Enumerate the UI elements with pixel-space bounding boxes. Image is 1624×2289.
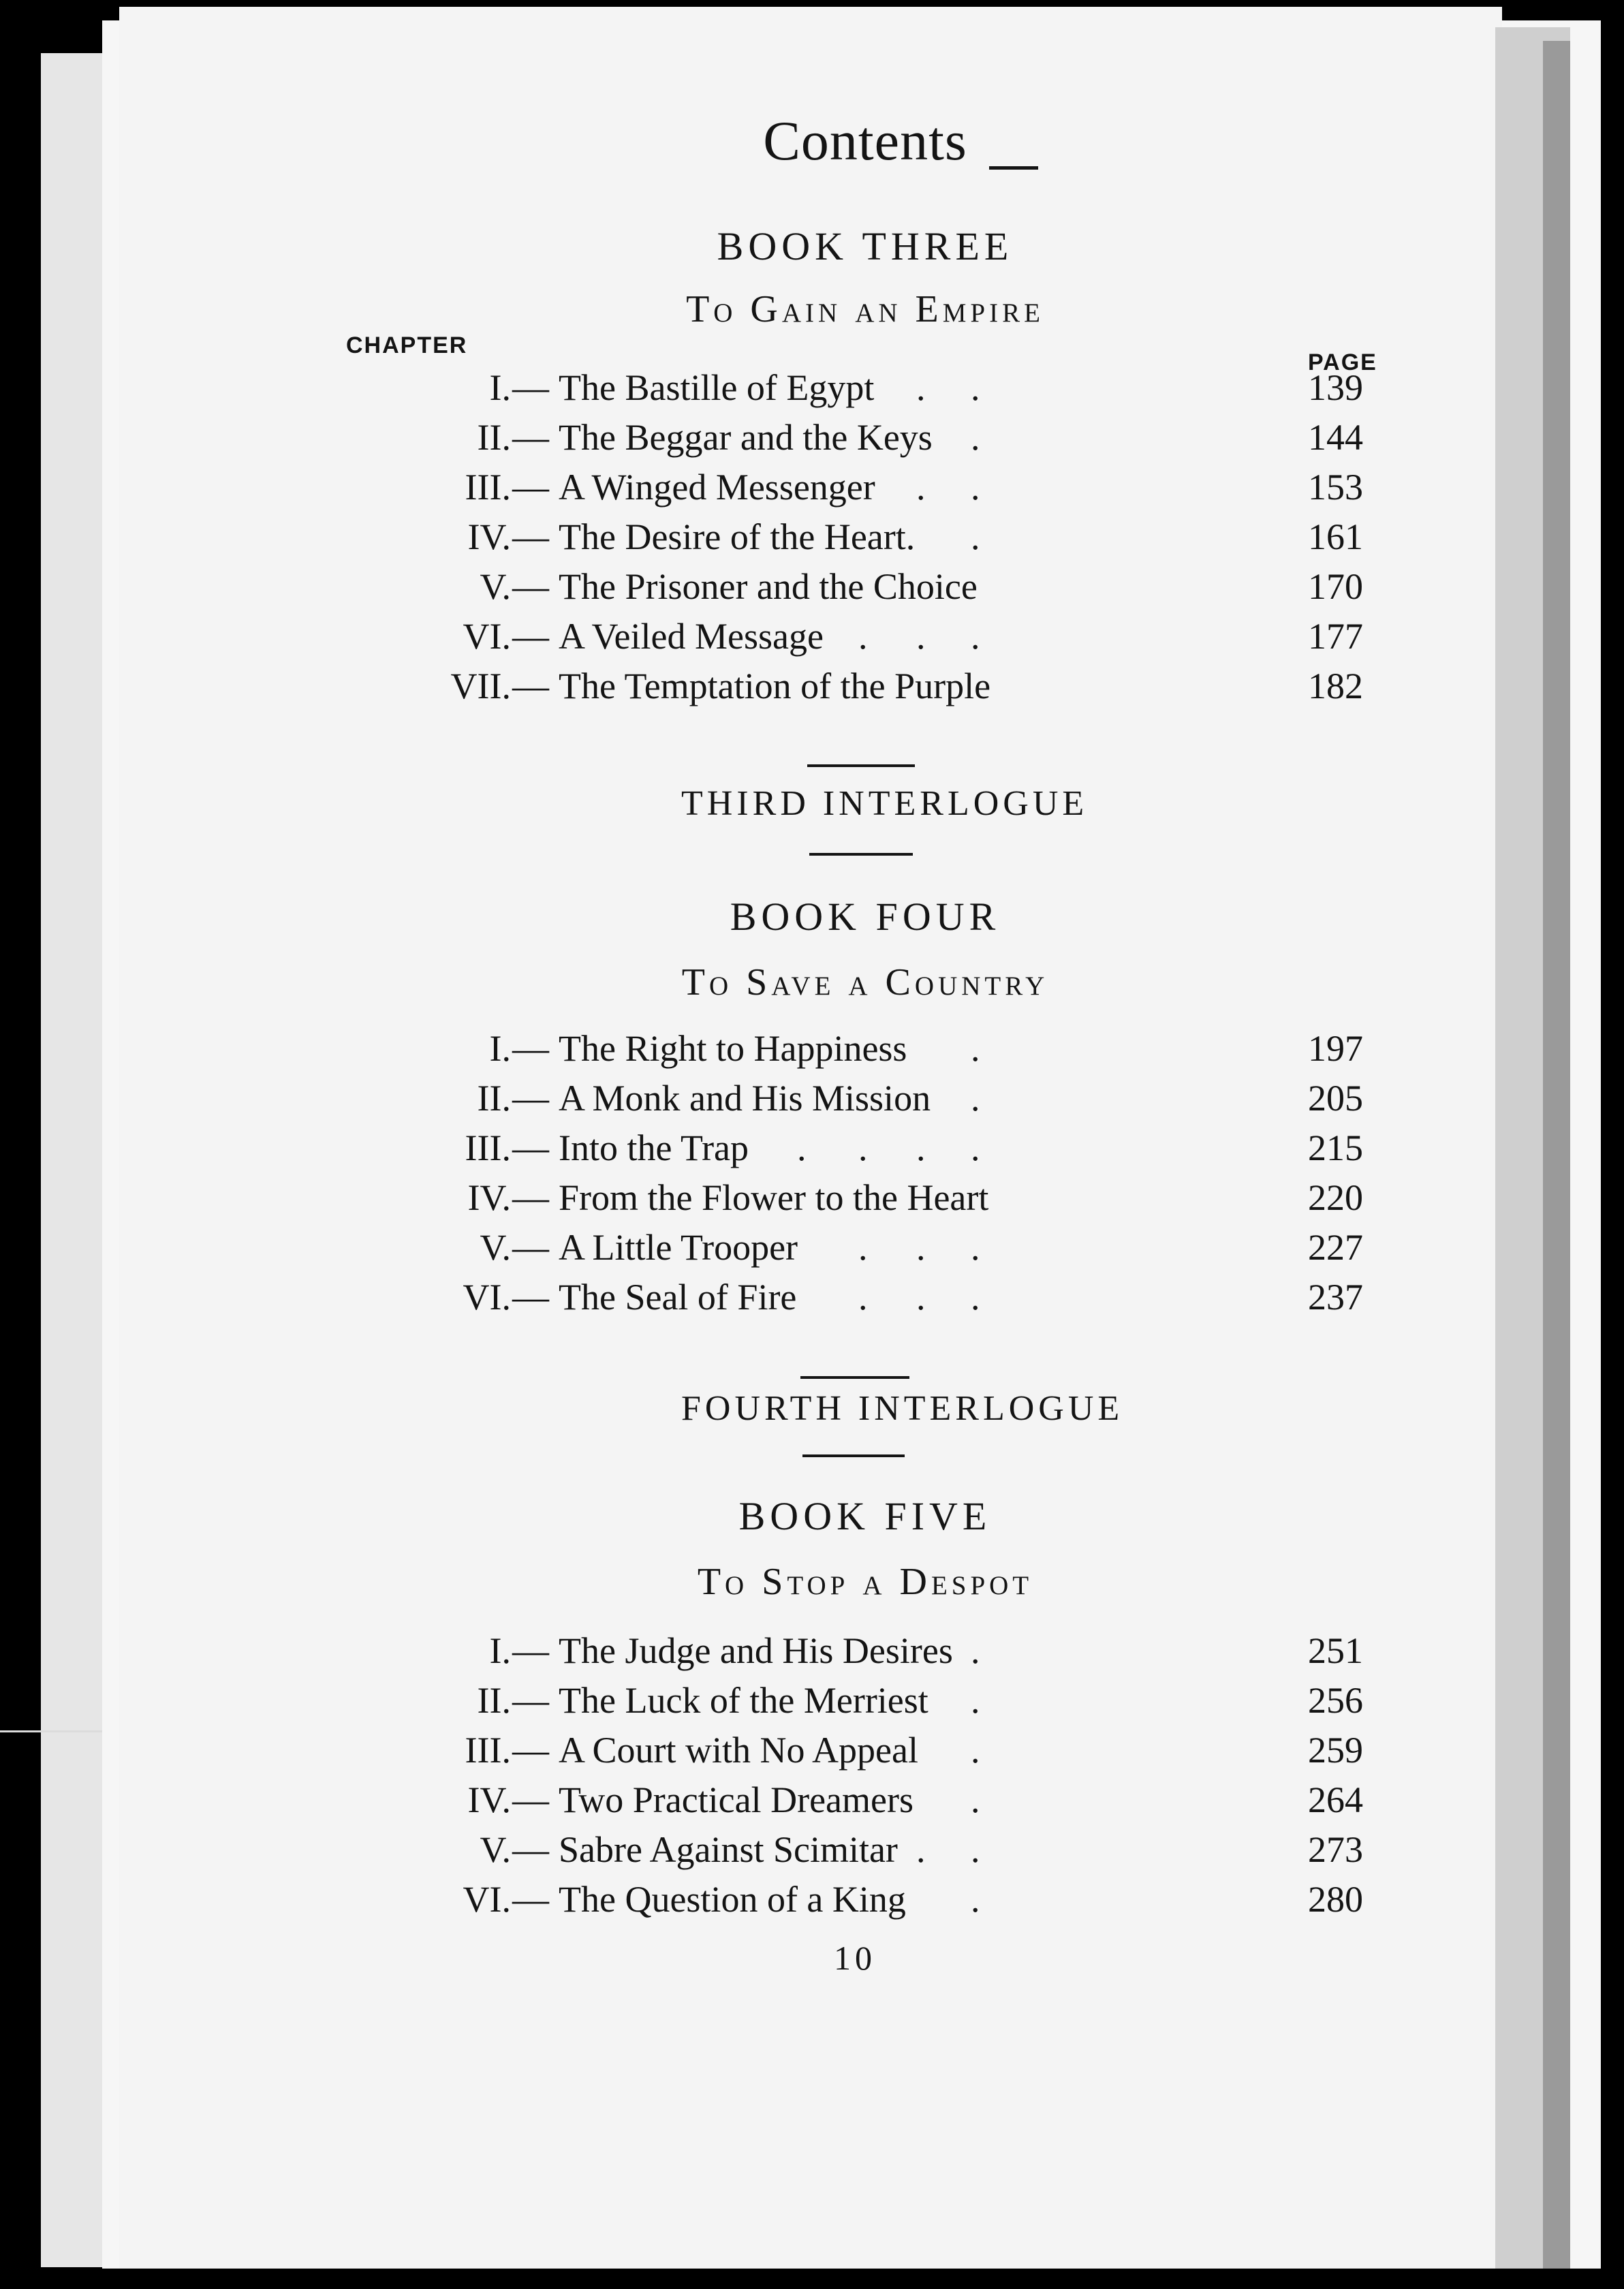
chapter-title: The Beggar and the Keys — [559, 417, 933, 458]
page-reference: 273 — [1308, 1829, 1363, 1870]
chapter-title: The Judge and His Desires — [559, 1630, 953, 1671]
chapter-title: The Seal of Fire — [559, 1277, 797, 1318]
page-reference: 153 — [1308, 467, 1363, 508]
em-dash-separator: — — [512, 616, 549, 657]
em-dash-separator: — — [512, 1127, 549, 1168]
chapter-title: From the Flower to the Heart — [559, 1177, 989, 1218]
chapter-number: VI. — [463, 1879, 511, 1920]
toc-entry: III. — Into the Trap . . . . 215 — [465, 1127, 1363, 1168]
em-dash-separator: — — [512, 566, 549, 607]
chapter-number: II. — [477, 1078, 511, 1119]
page-reference: 220 — [1308, 1177, 1363, 1218]
divider-rule — [809, 853, 913, 856]
em-dash-separator: — — [512, 1227, 549, 1268]
chapter-number: I. — [489, 1630, 511, 1671]
book-three-subtitle: To Gain an Empire — [686, 288, 1044, 330]
page-reference: 205 — [1308, 1078, 1363, 1119]
chapter-title: Into the Trap — [559, 1127, 749, 1168]
page-reference: 215 — [1308, 1127, 1363, 1168]
toc-entry: II. — The Luck of the Merriest . 256 — [477, 1680, 1363, 1721]
page-reference: 264 — [1308, 1779, 1363, 1820]
fourth-interlogue: FOURTH INTERLOGUE — [681, 1389, 1124, 1428]
book-three-title: BOOK THREE — [717, 224, 1014, 268]
chapter-number: V. — [480, 1227, 511, 1268]
em-dash-separator: — — [512, 1680, 549, 1721]
title-underline — [989, 166, 1038, 170]
toc-entry — [300, 1177, 1390, 1227]
em-dash-separator: — — [512, 467, 549, 508]
chapter-title: The Temptation of the Purple — [559, 666, 991, 706]
chapter-title: A Veiled Message — [559, 616, 824, 657]
em-dash-separator: — — [512, 417, 549, 458]
page-reference: 139 — [1308, 367, 1363, 408]
em-dash-separator: — — [512, 1630, 549, 1671]
chapter-number: IV. — [467, 516, 511, 557]
page-reference: 144 — [1308, 417, 1363, 458]
toc-entry: II. — The Beggar and the Keys . 144 — [477, 417, 1363, 458]
toc-entry: V. — A Little Trooper . . . 227 — [480, 1227, 1363, 1268]
divider-rule — [802, 1454, 905, 1457]
page-reference: 197 — [1308, 1028, 1363, 1069]
toc-entry: IV. — Two Practical Dreamers . 264 — [467, 1779, 1363, 1820]
chapter-number: II. — [477, 417, 511, 458]
toc-entry: I. — The Bastille of Egypt . . 139 — [489, 367, 1363, 408]
chapter-title: The Prisoner and the Choice — [559, 566, 978, 607]
book-four-title: BOOK FOUR — [730, 894, 1001, 939]
toc-entry: III. — A Court with No Appeal . 259 — [465, 1730, 1363, 1771]
em-dash-separator: — — [512, 1730, 549, 1771]
page-reference: 280 — [1308, 1879, 1363, 1920]
em-dash-separator: — — [512, 367, 549, 408]
chapter-title: A Court with No Appeal — [559, 1730, 918, 1771]
em-dash-separator: — — [512, 516, 549, 557]
page-reference: 237 — [1308, 1277, 1363, 1318]
toc-entry: III. — A Winged Messenger . . 153 — [465, 467, 1363, 508]
chapter-title: Sabre Against Scimitar — [559, 1829, 898, 1870]
chapter-number: VI. — [463, 1277, 511, 1318]
chapter-title: The Question of a King — [559, 1879, 906, 1920]
toc-entry: I. — The Right to Happiness . 197 — [489, 1028, 1363, 1069]
toc-entry: I. — The Judge and His Desires . 251 — [489, 1630, 1363, 1671]
em-dash-separator: — — [512, 666, 549, 706]
page-reference: 177 — [1308, 616, 1363, 657]
chapter-number: I. — [489, 1028, 511, 1069]
chapter-title: A Winged Messenger — [559, 467, 875, 508]
chapter-number: V. — [480, 566, 511, 607]
page-reference: 161 — [1308, 516, 1363, 557]
em-dash-separator: — — [512, 1028, 549, 1069]
em-dash-separator: — — [512, 1779, 549, 1820]
page-reference: 251 — [1308, 1630, 1363, 1671]
page-number: 10 — [834, 1939, 876, 1977]
chapter-number: III. — [465, 1730, 511, 1771]
divider-rule — [807, 764, 915, 767]
third-interlogue: THIRD INTERLOGUE — [681, 784, 1089, 823]
chapter-title: A Monk and His Mission — [559, 1078, 931, 1119]
chapter-title: A Little Trooper — [559, 1227, 798, 1268]
chapter-title: The Luck of the Merriest — [559, 1680, 928, 1721]
chapter-title: The Desire of the Heart. — [559, 516, 916, 557]
chapter-number: I. — [489, 367, 511, 408]
page-title: Contents — [763, 110, 967, 172]
book-five-subtitle: To Stop a Despot — [697, 1561, 1033, 1603]
toc-entry — [300, 665, 1390, 715]
page-reference: 256 — [1308, 1680, 1363, 1721]
em-dash-separator: — — [512, 1078, 549, 1119]
chapter-number: IV. — [467, 1177, 511, 1218]
em-dash-separator: — — [512, 1177, 549, 1218]
toc-entry — [300, 565, 1390, 616]
em-dash-separator: — — [512, 1829, 549, 1870]
chapter-title: The Bastille of Egypt — [559, 367, 875, 408]
em-dash-separator: — — [512, 1277, 549, 1318]
chapter-number: III. — [465, 467, 511, 508]
chapter-title: Two Practical Dreamers — [559, 1779, 914, 1820]
chapter-number: VII. — [450, 666, 511, 706]
page-reference: 259 — [1308, 1730, 1363, 1771]
toc-entry: IV. — The Desire of the Heart. . 161 — [467, 516, 1363, 557]
toc-entry: V. — Sabre Against Scimitar . . 273 — [480, 1829, 1363, 1870]
toc-entry: VI. — A Veiled Message . . . 177 — [463, 616, 1363, 657]
chapter-number: II. — [477, 1680, 511, 1721]
book-five-title: BOOK FIVE — [738, 1494, 992, 1538]
toc-entry: VI. — The Seal of Fire . . . 237 — [463, 1277, 1363, 1318]
em-dash-separator: — — [512, 1879, 549, 1920]
chapter-number: III. — [465, 1127, 511, 1168]
toc-entry: II. — A Monk and His Mission . 205 — [477, 1078, 1363, 1119]
toc-entry: VI. — The Question of a King . 280 — [463, 1879, 1363, 1920]
chapter-number: IV. — [467, 1779, 511, 1820]
chapter-number: VI. — [463, 616, 511, 657]
page-reference: 227 — [1308, 1227, 1363, 1268]
chapter-title: The Right to Happiness — [559, 1028, 907, 1069]
page-reference: 170 — [1308, 566, 1363, 607]
page-column-header: PAGE — [1308, 349, 1377, 375]
chapter-number: V. — [480, 1829, 511, 1870]
page-reference: 182 — [1308, 666, 1363, 706]
book-four-subtitle: To Save a Country — [681, 961, 1049, 1003]
chapter-column-header: CHAPTER — [346, 332, 468, 358]
divider-rule — [800, 1376, 909, 1379]
